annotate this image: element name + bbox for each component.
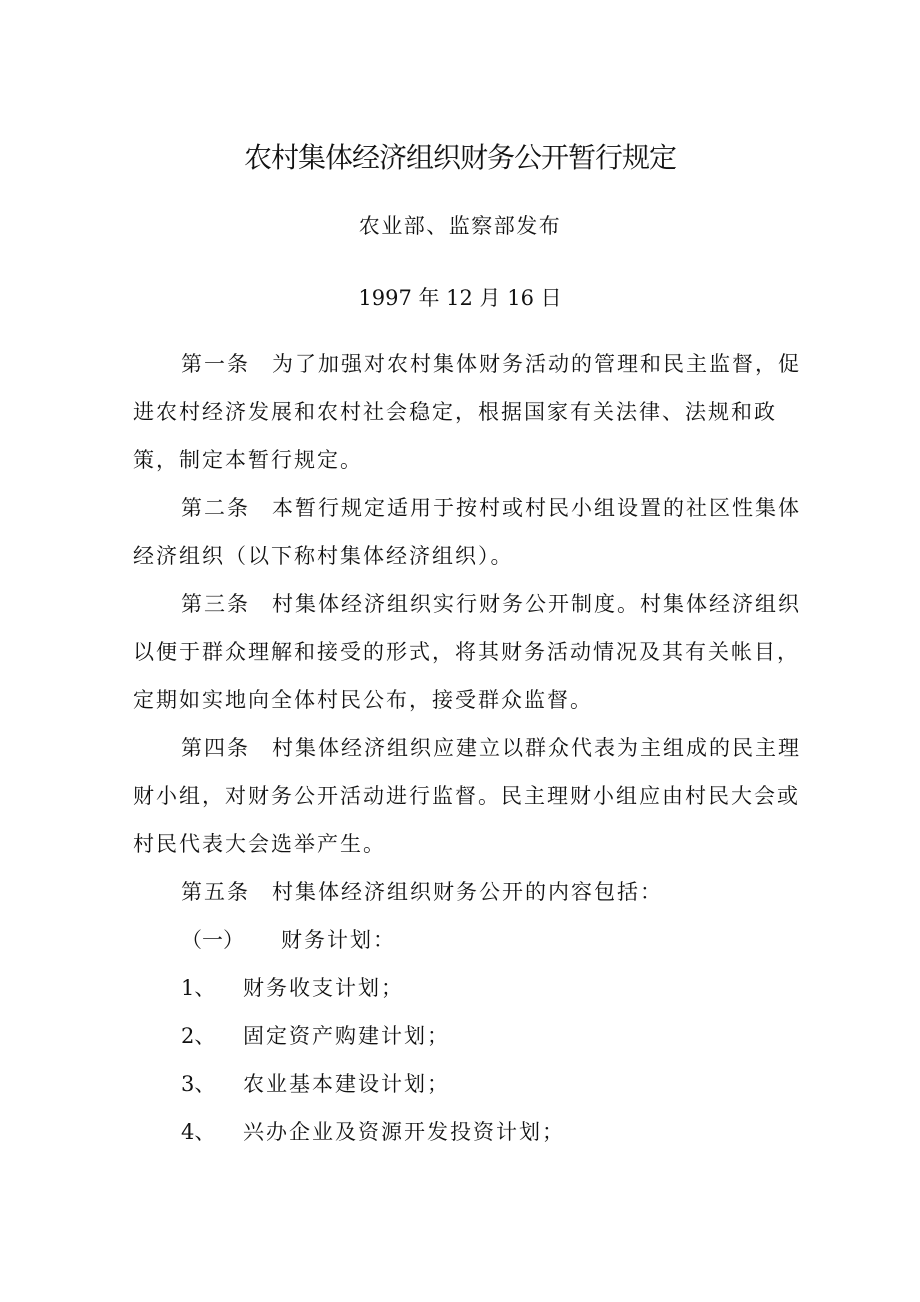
item-number: 1、 [181,976,216,1000]
article-text: 村集体经济组织应建立以群众代表为主组成的民主理财小组，对财务公开活动进行监督。民主理财小组应由村民大会或村民代表大会选举产生。 [133,736,801,856]
article-text: 为了加强对农村集体财务活动的管理和民主监督，促进农村经济发展和农村社会稳定，根据国家有关法律、法规和政策，制定本暂行规定。 [133,352,801,472]
article-label: 第一条 [181,352,250,376]
document-title: 农村集体经济组织财务公开暂行规定 [243,141,676,174]
article-label: 第四条 [181,736,250,760]
section-heading [181,916,396,964]
list-item [181,1108,565,1156]
article-text: 本暂行规定适用于按村或村民小组设置的社区性集体经济组织（以下称村集体经济组织）。 [133,496,801,568]
article-label: 第三条 [181,592,250,616]
item-number: 2、 [181,1024,216,1048]
item-number: 3、 [181,1072,216,1096]
article-5 [133,868,803,916]
article-4 [133,724,803,868]
issuer-line: 农业部、监察部发布 [358,214,562,238]
article-label: 第二条 [181,496,250,520]
list-item [181,964,404,1012]
article-2 [133,484,803,580]
item-text: 固定资产购建计划； [243,1024,450,1048]
issue-date: 1997 年 12 月 16 日 [358,286,562,310]
item-text: 兴办企业及资源开发投资计划； [243,1120,565,1144]
list-item [181,1060,450,1108]
article-label: 第五条 [181,880,250,904]
section-number: （一） [181,928,244,952]
article-text: 村集体经济组织实行财务公开制度。村集体经济组织以便于群众理解和接受的形式，将其财务活动情况及其有关帐目，定期如实地向全体村民公布，接受群众监督。 [133,592,801,712]
section-text: 财务计划： [281,928,396,952]
item-text: 财务收支计划； [243,976,404,1000]
item-number: 4、 [181,1120,216,1144]
list-item [181,1012,450,1060]
article-1 [133,340,803,484]
article-3 [133,580,803,724]
article-text: 村集体经济组织财务公开的内容包括： [272,880,663,904]
item-text: 农业基本建设计划； [243,1072,450,1096]
